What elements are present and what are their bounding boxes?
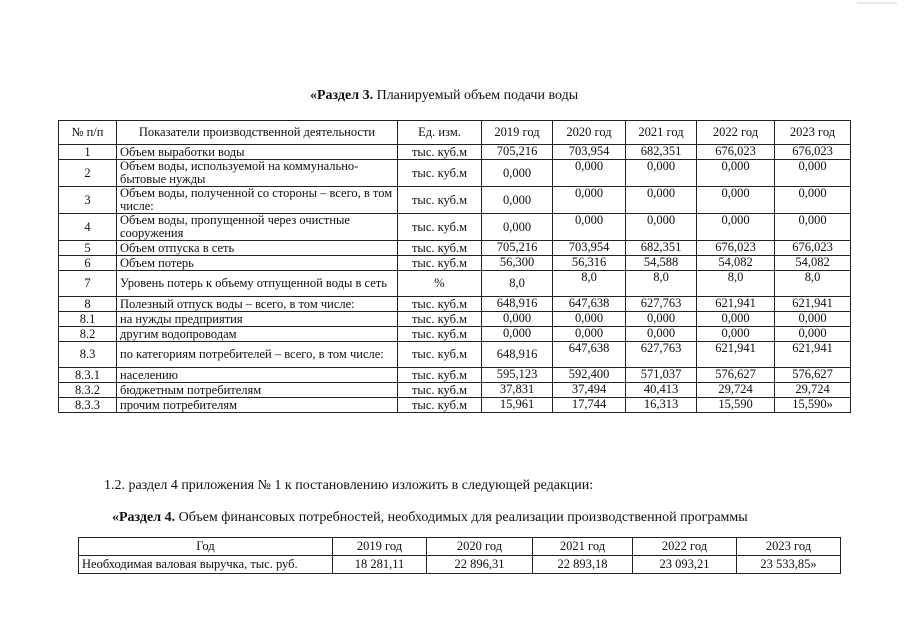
- value-cell: 0,000: [553, 187, 626, 214]
- table-row: [59, 368, 851, 383]
- row-label: Необходимая валовая выручка, тыс. руб.: [79, 556, 333, 574]
- value-cell: 676,023: [775, 241, 851, 256]
- indicator-name: другим водопроводам: [117, 327, 398, 342]
- value-cell: 0,000: [482, 327, 553, 342]
- value-cell: 15,961: [482, 398, 553, 413]
- column-header: 2019 год: [333, 538, 427, 556]
- financial-needs-table: [78, 537, 841, 574]
- indicator-name: населению: [117, 368, 398, 383]
- value-cell: 0,000: [482, 312, 553, 327]
- value-cell: 37,494: [553, 383, 626, 398]
- indicator-name: Объем выработки воды: [117, 145, 398, 160]
- value-cell: 0,000: [697, 327, 775, 342]
- row-number: 8.3: [59, 342, 117, 368]
- table-header-row: [79, 538, 841, 556]
- value-cell: 676,023: [697, 241, 775, 256]
- row-number: 8: [59, 297, 117, 312]
- value-cell: 0,000: [775, 312, 851, 327]
- row-number: 7: [59, 271, 117, 297]
- row-number: 1: [59, 145, 117, 160]
- value-cell: 16,313: [626, 398, 697, 413]
- value-cell: 703,954: [553, 241, 626, 256]
- table-row: [59, 214, 851, 241]
- column-header: Показатели производственной деятельности: [117, 121, 398, 145]
- value-cell: 40,413: [626, 383, 697, 398]
- unit: тыс. куб.м: [398, 297, 482, 312]
- indicator-name: прочим потребителям: [117, 398, 398, 413]
- value-cell: 23 093,21: [633, 556, 737, 574]
- row-number: 8.2: [59, 327, 117, 342]
- value-cell: 648,916: [482, 342, 553, 368]
- value-cell: 54,082: [775, 256, 851, 271]
- value-cell: 621,941: [697, 342, 775, 368]
- value-cell: 22 893,18: [533, 556, 633, 574]
- value-cell: 647,638: [553, 342, 626, 368]
- column-header: Ед. изм.: [398, 121, 482, 145]
- value-cell: 0,000: [482, 160, 553, 187]
- unit: тыс. куб.м: [398, 342, 482, 368]
- table-row: [59, 271, 851, 297]
- value-cell: 8,0: [553, 271, 626, 297]
- row-number: 4: [59, 214, 117, 241]
- unit: тыс. куб.м: [398, 368, 482, 383]
- value-cell: 0,000: [626, 312, 697, 327]
- unit: тыс. куб.м: [398, 214, 482, 241]
- table-row: [59, 398, 851, 413]
- section4-title-bold: «Раздел 4.: [112, 510, 176, 525]
- amendment-paragraph: 1.2. раздел 4 приложения № 1 к постановлению изложить в следующей редакции:: [104, 478, 594, 493]
- value-cell: 29,724: [697, 383, 775, 398]
- value-cell: 18 281,11: [333, 556, 427, 574]
- section4-title: [112, 510, 748, 526]
- value-cell: 621,941: [697, 297, 775, 312]
- value-cell: 54,082: [697, 256, 775, 271]
- column-header: № п/п: [59, 121, 117, 145]
- table-row: [59, 187, 851, 214]
- table-row: [59, 327, 851, 342]
- indicator-name: на нужды предприятия: [117, 312, 398, 327]
- value-cell: 8,0: [626, 271, 697, 297]
- value-cell: 0,000: [626, 187, 697, 214]
- table-row: [59, 312, 851, 327]
- indicator-name: Объем воды, полученной со стороны – всего, в том числе:: [117, 187, 398, 214]
- indicator-name: Уровень потерь к объему отпущенной воды в сеть: [117, 271, 398, 297]
- value-cell: 54,588: [626, 256, 697, 271]
- value-cell: 682,351: [626, 241, 697, 256]
- value-cell: 0,000: [553, 160, 626, 187]
- value-cell: 8,0: [775, 271, 851, 297]
- table-row: [59, 297, 851, 312]
- unit: тыс. куб.м: [398, 312, 482, 327]
- value-cell: 0,000: [553, 214, 626, 241]
- unit: тыс. куб.м: [398, 327, 482, 342]
- value-cell: 0,000: [775, 160, 851, 187]
- row-number: 5: [59, 241, 117, 256]
- row-number: 2: [59, 160, 117, 187]
- section4-title-text: Объем финансовых потребностей, необходимых для реализации производственной программы: [175, 510, 748, 525]
- value-cell: 595,123: [482, 368, 553, 383]
- value-cell: 627,763: [626, 297, 697, 312]
- column-header: 2021 год: [626, 121, 697, 145]
- value-cell: 647,638: [553, 297, 626, 312]
- value-cell: 0,000: [697, 160, 775, 187]
- value-cell: 15,590: [697, 398, 775, 413]
- row-number: 6: [59, 256, 117, 271]
- table-row: [59, 145, 851, 160]
- table-row: [59, 256, 851, 271]
- value-cell: 682,351: [626, 145, 697, 160]
- indicator-name: Объем воды, пропущенной через очистные сооружения: [117, 214, 398, 241]
- value-cell: 621,941: [775, 342, 851, 368]
- column-header: 2022 год: [633, 538, 737, 556]
- value-cell: 576,627: [697, 368, 775, 383]
- table-row: [59, 342, 851, 368]
- value-cell: 621,941: [775, 297, 851, 312]
- unit: тыс. куб.м: [398, 256, 482, 271]
- value-cell: 37,831: [482, 383, 553, 398]
- value-cell: 0,000: [697, 312, 775, 327]
- value-cell: 56,300: [482, 256, 553, 271]
- row-number: 8.1: [59, 312, 117, 327]
- value-cell: 17,744: [553, 398, 626, 413]
- value-cell: 648,916: [482, 297, 553, 312]
- value-cell: 0,000: [482, 187, 553, 214]
- row-number: 8.3.2: [59, 383, 117, 398]
- value-cell: 23 533,85»: [737, 556, 841, 574]
- value-cell: 0,000: [697, 214, 775, 241]
- value-cell: 705,216: [482, 241, 553, 256]
- column-header: 2023 год: [737, 538, 841, 556]
- indicator-name: Объем отпуска в сеть: [117, 241, 398, 256]
- indicator-name: по категориям потребителей – всего, в том числе:: [117, 342, 398, 368]
- value-cell: 676,023: [697, 145, 775, 160]
- section3-title-text: Планируемый объем подачи воды: [373, 88, 579, 103]
- table-row: [59, 241, 851, 256]
- column-header: 2023 год: [775, 121, 851, 145]
- value-cell: 0,000: [553, 327, 626, 342]
- table-header-row: [59, 121, 851, 145]
- value-cell: 0,000: [626, 214, 697, 241]
- water-supply-table: [58, 120, 851, 413]
- value-cell: 676,023: [775, 145, 851, 160]
- scan-artifact: [857, 2, 897, 4]
- row-number: 8.3.1: [59, 368, 117, 383]
- table-row: [59, 160, 851, 187]
- indicator-name: бюджетным потребителям: [117, 383, 398, 398]
- value-cell: 705,216: [482, 145, 553, 160]
- value-cell: 0,000: [697, 187, 775, 214]
- section3-title: [310, 88, 578, 104]
- value-cell: 592,400: [553, 368, 626, 383]
- column-header: 2019 год: [482, 121, 553, 145]
- column-header: 2021 год: [533, 538, 633, 556]
- column-header: 2020 год: [553, 121, 626, 145]
- value-cell: 8,0: [697, 271, 775, 297]
- unit: тыс. куб.м: [398, 187, 482, 214]
- section3-title-bold: «Раздел 3.: [310, 88, 374, 103]
- unit: тыс. куб.м: [398, 241, 482, 256]
- indicator-name: Объем потерь: [117, 256, 398, 271]
- indicator-name: Объем воды, используемой на коммунально-бытовые нужды: [117, 160, 398, 187]
- unit: тыс. куб.м: [398, 160, 482, 187]
- value-cell: 8,0: [482, 271, 553, 297]
- value-cell: 0,000: [775, 327, 851, 342]
- value-cell: 0,000: [626, 160, 697, 187]
- unit: тыс. куб.м: [398, 145, 482, 160]
- value-cell: 0,000: [553, 312, 626, 327]
- value-cell: 22 896,31: [427, 556, 533, 574]
- value-cell: 56,316: [553, 256, 626, 271]
- column-header: 2020 год: [427, 538, 533, 556]
- unit: тыс. куб.м: [398, 383, 482, 398]
- indicator-name: Полезный отпуск воды – всего, в том числе:: [117, 297, 398, 312]
- value-cell: 703,954: [553, 145, 626, 160]
- value-cell: 627,763: [626, 342, 697, 368]
- value-cell: 576,627: [775, 368, 851, 383]
- value-cell: 571,037: [626, 368, 697, 383]
- value-cell: 0,000: [626, 327, 697, 342]
- unit: тыс. куб.м: [398, 398, 482, 413]
- value-cell: 29,724: [775, 383, 851, 398]
- value-cell: 15,590»: [775, 398, 851, 413]
- table-row: [59, 383, 851, 398]
- column-header: Год: [79, 538, 333, 556]
- row-number: 8.3.3: [59, 398, 117, 413]
- table-row: [79, 556, 841, 574]
- column-header: 2022 год: [697, 121, 775, 145]
- row-number: 3: [59, 187, 117, 214]
- value-cell: 0,000: [775, 214, 851, 241]
- value-cell: 0,000: [775, 187, 851, 214]
- value-cell: 0,000: [482, 214, 553, 241]
- unit: %: [398, 271, 482, 297]
